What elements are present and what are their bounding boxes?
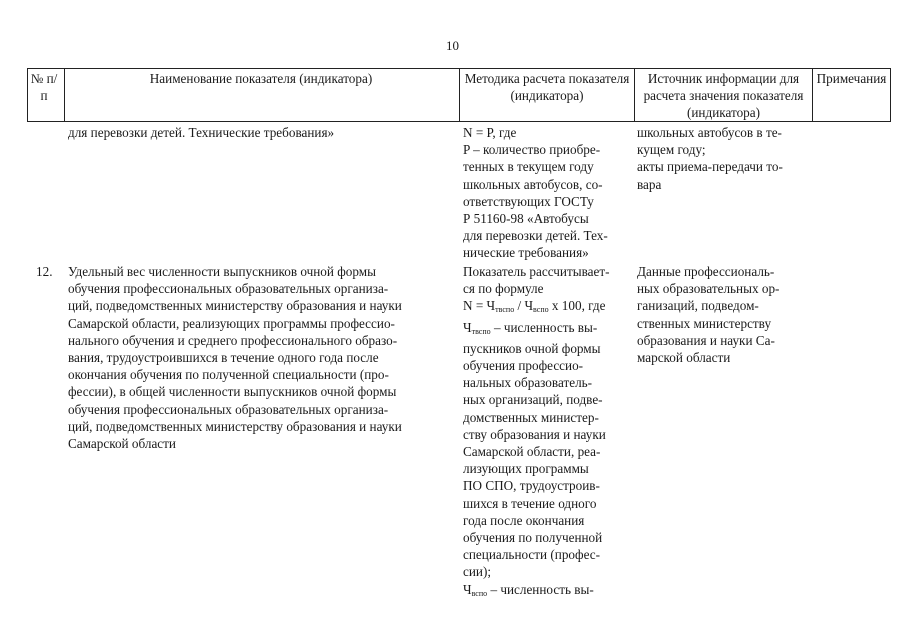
table-right-border xyxy=(890,68,891,122)
method-line: шихся в течение одного xyxy=(463,495,597,511)
method-line: лизующих программы xyxy=(463,461,589,477)
source-line: ных образовательных ор- xyxy=(637,281,780,297)
method-line: нальных образователь- xyxy=(463,375,593,391)
method-line: обучения по полученной xyxy=(463,530,603,546)
header-name: Наименование показателя (индикатора) xyxy=(149,71,373,86)
definition-1: $Ч_{твспо}$ – численность вы- xyxy=(463,319,598,336)
row12-method xyxy=(463,263,635,602)
name-line: окончания обучения по полученной специальности (про- xyxy=(68,367,389,383)
row12-name xyxy=(68,263,458,452)
method-line: нические требования» xyxy=(463,245,589,261)
cont-name: для перевозки детей. Технические требования» xyxy=(68,125,335,140)
header-source: Источник информации для расчета значения показателя (индикатора) xyxy=(643,71,804,121)
method-line: для перевозки детей. Тех- xyxy=(463,228,608,244)
name-line: Удельный вес численности выпускников очной формы xyxy=(68,264,376,279)
source-line: школьных автобусов в те- xyxy=(637,125,782,140)
method-line: ответствующих ГОСТу xyxy=(463,193,594,209)
name-line: обучения профессиональных образовательных организа- xyxy=(68,401,389,417)
column-divider-num xyxy=(64,68,65,122)
source-line: акты приема-передачи то- xyxy=(637,159,783,175)
method-intro: Показатель рассчитывает- xyxy=(463,264,610,279)
method-line: Р 51160-98 «Автобусы xyxy=(463,211,589,227)
column-divider-source xyxy=(812,68,813,122)
method-line: обучения профессио- xyxy=(463,358,584,374)
source-line: марской области xyxy=(637,350,731,366)
header-note: Примечания xyxy=(816,71,887,86)
method-intro-2: ся по формуле xyxy=(463,281,544,297)
name-line: Самарской области xyxy=(68,436,176,452)
source-line: ганизаций, подведом- xyxy=(637,298,759,314)
method-line: P – количество приобре- xyxy=(463,142,601,158)
page-number: 10 xyxy=(446,38,459,53)
method-line: тенных в текущем году xyxy=(463,159,594,175)
column-divider-method xyxy=(634,68,635,122)
name-line: Самарской области, реализующих программы профессио- xyxy=(68,315,395,331)
method-line: специальности (профес- xyxy=(463,547,601,563)
source-line: образования и науки Са- xyxy=(637,332,775,348)
method-line: ных организаций, подве- xyxy=(463,392,603,408)
row12-num: 12. xyxy=(36,264,53,279)
column-divider-name xyxy=(459,68,460,122)
source-line: кущем году; xyxy=(637,142,706,158)
source-line: Данные профессиональ- xyxy=(637,264,775,279)
method-line: школьных автобусов, со- xyxy=(463,176,603,192)
table-left-border xyxy=(27,68,28,122)
name-line: фессии), в общей численности выпускников очной формы xyxy=(68,384,397,400)
cont-source xyxy=(637,124,810,193)
definition-2: $Ч_{вспо}$ – численность вы- xyxy=(463,581,594,598)
source-line: ственных министерству xyxy=(637,315,772,331)
formula: $N = Ч_{твспо} / Ч_{вспо}$ х 100, где xyxy=(463,298,606,315)
method-line: N = P, где xyxy=(463,125,517,140)
name-line: ций, подведомственных министерству образования и науки xyxy=(68,418,402,434)
method-line: ству образования и науки xyxy=(463,426,606,442)
method-line: сии); xyxy=(463,564,492,580)
source-line: вара xyxy=(637,176,662,192)
method-line: года после окончания xyxy=(463,512,585,528)
header-num: № п/п xyxy=(30,71,58,104)
name-line: нального обучения и среднего профессионального образо- xyxy=(68,332,398,348)
cont-method xyxy=(463,124,633,262)
method-line: домственных министер- xyxy=(463,409,599,425)
method-line: Самарской области, реа- xyxy=(463,444,601,460)
name-line: вания, трудоустроившихся в течение одного года после xyxy=(68,350,379,366)
row12-source xyxy=(637,263,810,366)
method-line: ПО СПО, трудоустроив- xyxy=(463,478,600,494)
method-line: пускников очной формы xyxy=(463,340,601,356)
name-line: обучения профессиональных образовательных организа- xyxy=(68,281,389,297)
header-method: Методика расчета показателя (индикатора) xyxy=(464,71,630,104)
name-line: ций, подведомственных министерству образования и науки xyxy=(68,298,402,314)
